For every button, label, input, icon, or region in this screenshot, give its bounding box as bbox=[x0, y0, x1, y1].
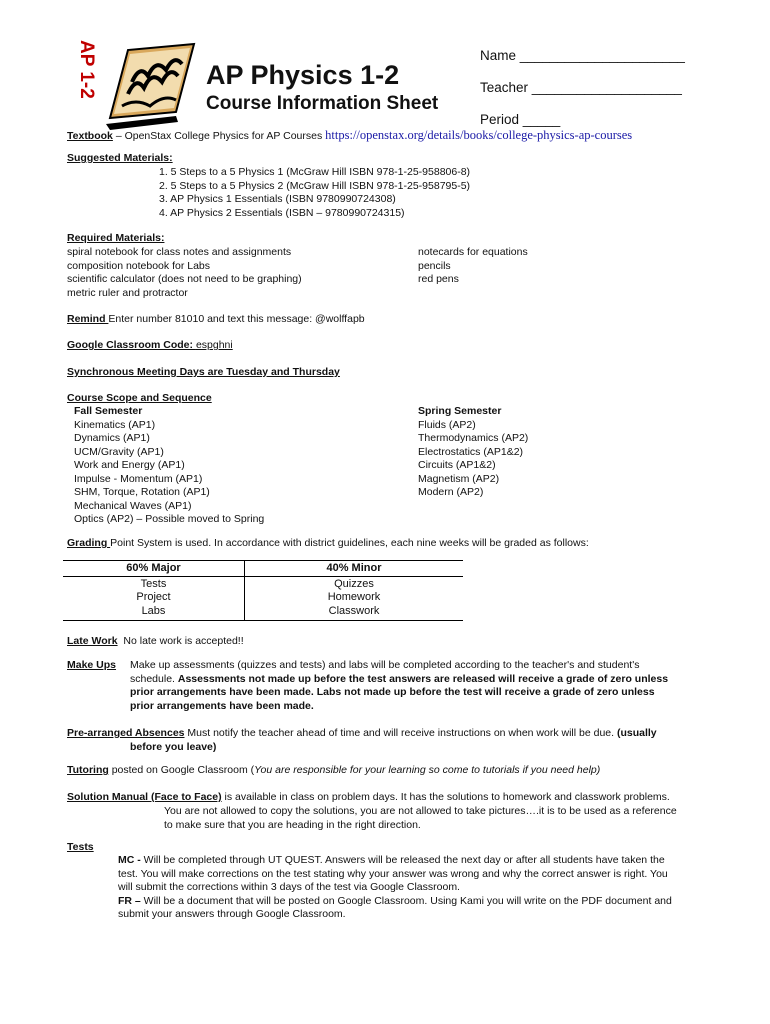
list-item: 2. 5 Steps to a 5 Physics 2 (McGraw Hill ISBN 978-1-25-958795-5) bbox=[159, 179, 471, 192]
list-item: Electrostatics (AP1&2) bbox=[418, 445, 524, 458]
absences-label: Pre-arranged Absences bbox=[67, 727, 185, 739]
tutoring-italic: You are responsible for your learning so come to tutorials if you need help) bbox=[254, 764, 601, 776]
late-work-label: Late Work bbox=[67, 635, 118, 647]
required-materials-left bbox=[67, 246, 302, 300]
page-title: AP Physics 1-2 bbox=[206, 60, 400, 90]
list-item: Kinematics (AP1) bbox=[74, 418, 156, 431]
list-item: notecards for equations bbox=[418, 246, 528, 258]
side-tab-text: AP 1-2 bbox=[76, 40, 97, 99]
list-item: Modern (AP2) bbox=[418, 486, 484, 498]
tests-mc-line: test. You will make corrections on the test stating why your answer was wrong and why the correct answer is right. You bbox=[118, 867, 668, 880]
remind-line bbox=[67, 313, 365, 327]
solution-manual-line bbox=[67, 791, 670, 805]
required-materials-heading: Required Materials: bbox=[67, 232, 165, 244]
solution-manual-more bbox=[164, 805, 677, 832]
list-item: Impulse - Momentum (AP1) bbox=[74, 472, 203, 485]
absences-text: Must notify the teacher ahead of time and will receive instructions on when work will be due. bbox=[184, 727, 617, 739]
page-subtitle: Course Information Sheet bbox=[206, 93, 439, 114]
list-item: spiral notebook for class notes and assignments bbox=[67, 246, 292, 258]
tutoring-text: posted on Google Classroom ( bbox=[108, 764, 255, 776]
minor-header: 40% Minor bbox=[245, 561, 464, 576]
tests-mc-line: will submit the corrections within 3 days of the test via Google Classroom. bbox=[118, 881, 460, 893]
textbook-link[interactable]: https://openstax.org/details/books/college-physics-ap-courses bbox=[325, 128, 633, 142]
tutoring-line bbox=[67, 764, 600, 778]
absences-line2: before you leave) bbox=[130, 741, 217, 753]
tests-fr-line: FR – Will be a document that will be posted on Google Classroom. Using Kami you will write on the PDF document and bbox=[118, 894, 672, 907]
period-field[interactable]: Period _____ bbox=[480, 112, 561, 127]
list-item: red pens bbox=[418, 273, 459, 285]
make-ups-line: prior arrangements have been made. Labs not made up before the test will receive a grade of zero unless bbox=[130, 686, 655, 698]
list-item: 4. AP Physics 2 Essentials (ISBN – 9780990724315) bbox=[159, 206, 405, 219]
table-cell: Homework bbox=[245, 591, 464, 605]
absences-line bbox=[67, 727, 657, 741]
list-item: metric ruler and protractor bbox=[67, 286, 188, 299]
side-tab-label bbox=[70, 40, 102, 105]
table-cell: Quizzes bbox=[245, 576, 464, 591]
solution-manual-text: is available in class on problem days. It has the solutions to homework and classwork problems. bbox=[221, 791, 670, 803]
list-item: Magnetism (AP2) bbox=[418, 472, 500, 485]
grading-label: Grading bbox=[67, 537, 111, 549]
fall-semester-title: Fall Semester bbox=[74, 405, 143, 417]
make-ups-text bbox=[130, 659, 760, 713]
school-logo bbox=[106, 40, 196, 132]
absences-bold: (usually bbox=[616, 727, 657, 739]
make-ups-line: Make up assessments (quizzes and tests) and labs will be completed according to the teacher's and student's bbox=[130, 659, 640, 671]
name-field[interactable]: Name ______________________ bbox=[480, 48, 685, 63]
classroom-label: Google Classroom Code: bbox=[67, 339, 196, 351]
classroom-line bbox=[67, 339, 233, 353]
textbook-line bbox=[67, 129, 632, 144]
make-ups-label: Make Ups bbox=[67, 659, 117, 671]
late-work-text: No late work is accepted!! bbox=[123, 635, 244, 647]
list-item: UCM/Gravity (AP1) bbox=[74, 445, 164, 458]
list-item: Mechanical Waves (AP1) bbox=[74, 499, 192, 512]
tests-fr-line: submit your answers through Google Classroom. bbox=[118, 908, 346, 920]
list-item: pencils bbox=[418, 259, 451, 272]
list-item: Fluids (AP2) bbox=[418, 418, 476, 431]
table-cell: Labs bbox=[141, 604, 166, 617]
spring-semester bbox=[418, 405, 528, 500]
required-materials-right bbox=[418, 246, 528, 287]
spring-semester-title: Spring Semester bbox=[418, 405, 502, 417]
grading-text: Point System is used. In accordance with district guidelines, each nine weeks will be graded as follows: bbox=[110, 537, 589, 549]
tests-body bbox=[118, 854, 738, 922]
list-item: SHM, Torque, Rotation (AP1) bbox=[74, 486, 210, 498]
classroom-code: espghni bbox=[195, 339, 233, 351]
remind-label: Remind bbox=[67, 313, 109, 325]
list-item: scientific calculator (does not need to be graphing) bbox=[67, 273, 302, 285]
list-item: Dynamics (AP1) bbox=[74, 432, 150, 444]
textbook-text: – OpenStax College Physics for AP Courses bbox=[112, 130, 326, 142]
suggested-materials-heading: Suggested Materials: bbox=[67, 152, 173, 164]
remind-text: Enter number 81010 and text this message: @wolffapb bbox=[108, 313, 365, 325]
meeting-days: Synchronous Meeting Days are Tuesday and Thursday bbox=[67, 366, 340, 378]
tests-mc-line: MC - Will be completed through UT QUEST. Answers will be released the next day or after all students have taken the bbox=[118, 854, 665, 866]
list-item: composition notebook for Labs bbox=[67, 259, 211, 272]
list-item: 3. AP Physics 1 Essentials (ISBN 9780990724308) bbox=[159, 193, 396, 205]
late-work-line bbox=[67, 635, 244, 649]
table-cell: Project bbox=[136, 591, 171, 603]
grading-line bbox=[67, 537, 589, 551]
book-logo-icon bbox=[106, 40, 196, 132]
fall-semester bbox=[74, 405, 264, 527]
textbook-label: Textbook bbox=[67, 130, 113, 142]
tests-heading: Tests bbox=[67, 841, 94, 853]
list-item: Thermodynamics (AP2) bbox=[418, 432, 529, 444]
make-ups-line: prior arrangements have been made. bbox=[130, 699, 314, 712]
make-ups-line: schedule. Assessments not made up before the test answers are released will receive a grade of zero unless bbox=[130, 672, 669, 685]
solution-manual-line2: You are not allowed to copy the solutions, you are not allowed to take pictures….it is to be used as a reference bbox=[164, 805, 677, 817]
solution-manual-line3: to make sure that you are heading in the right direction. bbox=[164, 818, 421, 831]
list-item: Optics (AP2) – Possible moved to Spring bbox=[74, 513, 265, 525]
list-item: Work and Energy (AP1) bbox=[74, 459, 185, 471]
scope-heading: Course Scope and Sequence bbox=[67, 392, 212, 404]
list-item: Circuits (AP1&2) bbox=[418, 459, 496, 471]
table-cell: Classwork bbox=[245, 605, 464, 621]
grading-table bbox=[63, 560, 463, 621]
major-header: 60% Major bbox=[63, 561, 245, 576]
tutoring-label: Tutoring bbox=[67, 764, 109, 776]
table-cell: Tests bbox=[140, 577, 167, 590]
teacher-field[interactable]: Teacher ____________________ bbox=[480, 80, 682, 95]
list-item: 1. 5 Steps to a 5 Physics 1 (McGraw Hill ISBN 978-1-25-958806-8) bbox=[159, 166, 471, 178]
solution-manual-label: Solution Manual (Face to Face) bbox=[67, 791, 222, 803]
suggested-materials-list bbox=[159, 166, 470, 220]
